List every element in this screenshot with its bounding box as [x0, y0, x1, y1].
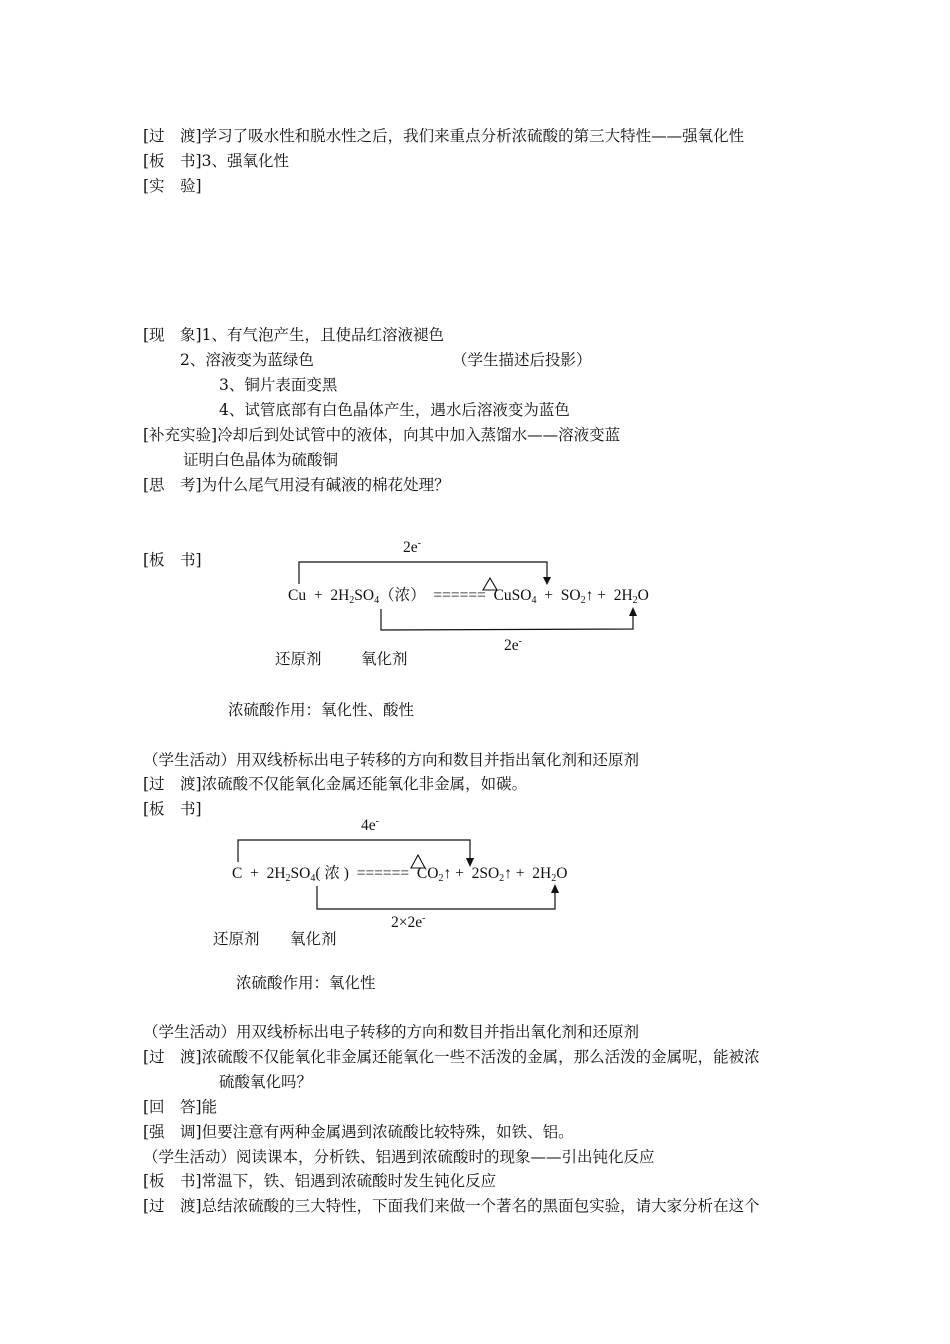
product-so2: $2SO_2↑$ — [471, 865, 512, 884]
text-line: [过 渡]浓硫酸不仅能氧化金属还能氧化非金属，如碳。 — [143, 775, 528, 793]
text-line: 3、铜片表面变黑 — [219, 376, 338, 394]
text-line: 硫酸氧化吗？ — [219, 1073, 313, 1091]
electron-label-top: 2e- — [403, 538, 421, 556]
text-line: [板 书]常温下，铁、铝遇到浓硫酸时发生钝化反应 — [143, 1172, 497, 1190]
text-line: [板 书] — [143, 551, 202, 569]
oxidizer-label: 氧化剂 — [361, 650, 408, 668]
reactant-c: C — [232, 865, 243, 882]
text-line: [强 调]但要注意有两种金属遇到浓硫酸比较特殊，如铁、铝。 — [143, 1123, 574, 1141]
text-line: [板 书]3、强氧化性 — [143, 152, 289, 170]
text-line: 浓硫酸作用：氧化性、酸性 — [228, 701, 415, 719]
text-line: [过 渡]浓硫酸不仅能氧化非金属还能氧化一些不活泼的金属，那么活泼的金属呢，能被浓 — [143, 1048, 760, 1066]
text-line: [板 书] — [143, 800, 202, 818]
concentrated-label: ( 浓 ) — [315, 865, 349, 882]
plus: + — [313, 587, 323, 604]
text-line: [思 考]为什么尾气用浸有碱液的棉花处理？ — [143, 476, 450, 494]
product-so2: $SO_2↑$ — [560, 587, 594, 606]
reaction-arrow: ====== — [433, 587, 486, 604]
reaction-arrow: ====== — [356, 865, 410, 882]
reactant-cu: Cu — [288, 587, 307, 604]
product-cuso4: CuSO$_4$ — [493, 587, 537, 606]
text-line: 2、溶液变为蓝绿色 — [180, 351, 314, 369]
text-line: [过 渡]学习了吸水性和脱水性之后，我们来重点分析浓硫酸的第三大特性——强氧化性 — [143, 127, 745, 145]
concentrated-label: （浓） — [379, 587, 426, 604]
product-h2o: $2H_2O$ — [613, 587, 649, 606]
text-line: （学生活动）用双线桥标出电子转移的方向和数目并指出氧化剂和还原剂 — [143, 1023, 640, 1041]
reactant-h2so4: $2H_2SO_4$ — [266, 865, 316, 884]
text-line: 4、试管底部有白色晶体产生，遇水后溶液变为蓝色 — [219, 401, 570, 419]
plus: + — [250, 865, 259, 882]
text-line: 浓硫酸作用：氧化性 — [236, 974, 376, 992]
electron-label-top: 4e- — [361, 816, 379, 834]
text-line: [现 象]1、有气泡产生，且使品红溶液褪色 — [143, 326, 444, 344]
electron-label-bottom: 2×2e- — [391, 913, 426, 931]
reactant-h2so4: $2H_2SO_4$ — [330, 587, 380, 606]
reducer-label: 还原剂 — [275, 650, 322, 668]
equation-2 — [232, 864, 567, 884]
electron-label-bottom: 2e- — [504, 636, 522, 654]
text-line: [补充实验]冷却后到处试管中的液体，向其中加入蒸馏水——溶液变蓝 — [143, 426, 621, 444]
text-line: （学生活动）用双线桥标出电子转移的方向和数目并指出氧化剂和还原剂 — [143, 751, 640, 769]
oxidizer-label: 氧化剂 — [290, 930, 337, 948]
plus: + — [515, 865, 525, 882]
plus: + — [597, 587, 606, 604]
text-line: （学生描述后投影） — [452, 351, 592, 369]
product-co2: $CO_2↑$ — [416, 865, 452, 884]
text-line: [回 答]能 — [143, 1098, 218, 1116]
text-line: 证明白色晶体为硫酸铜 — [183, 451, 339, 469]
plus: + — [455, 865, 464, 882]
reducer-label: 还原剂 — [213, 930, 260, 948]
text-line: [实 验] — [143, 177, 202, 195]
text-line: （学生活动）阅读课本，分析铁、铝遇到浓硫酸时的现象——引出钝化反应 — [143, 1148, 655, 1166]
plus: + — [544, 587, 553, 604]
equation-1 — [288, 586, 649, 606]
text-line: [过 渡]总结浓硫酸的三大特性，下面我们来做一个著名的黑面包实验，请大家分析在这个 — [143, 1197, 760, 1215]
product-h2o: $2H_2O$ — [532, 865, 568, 884]
